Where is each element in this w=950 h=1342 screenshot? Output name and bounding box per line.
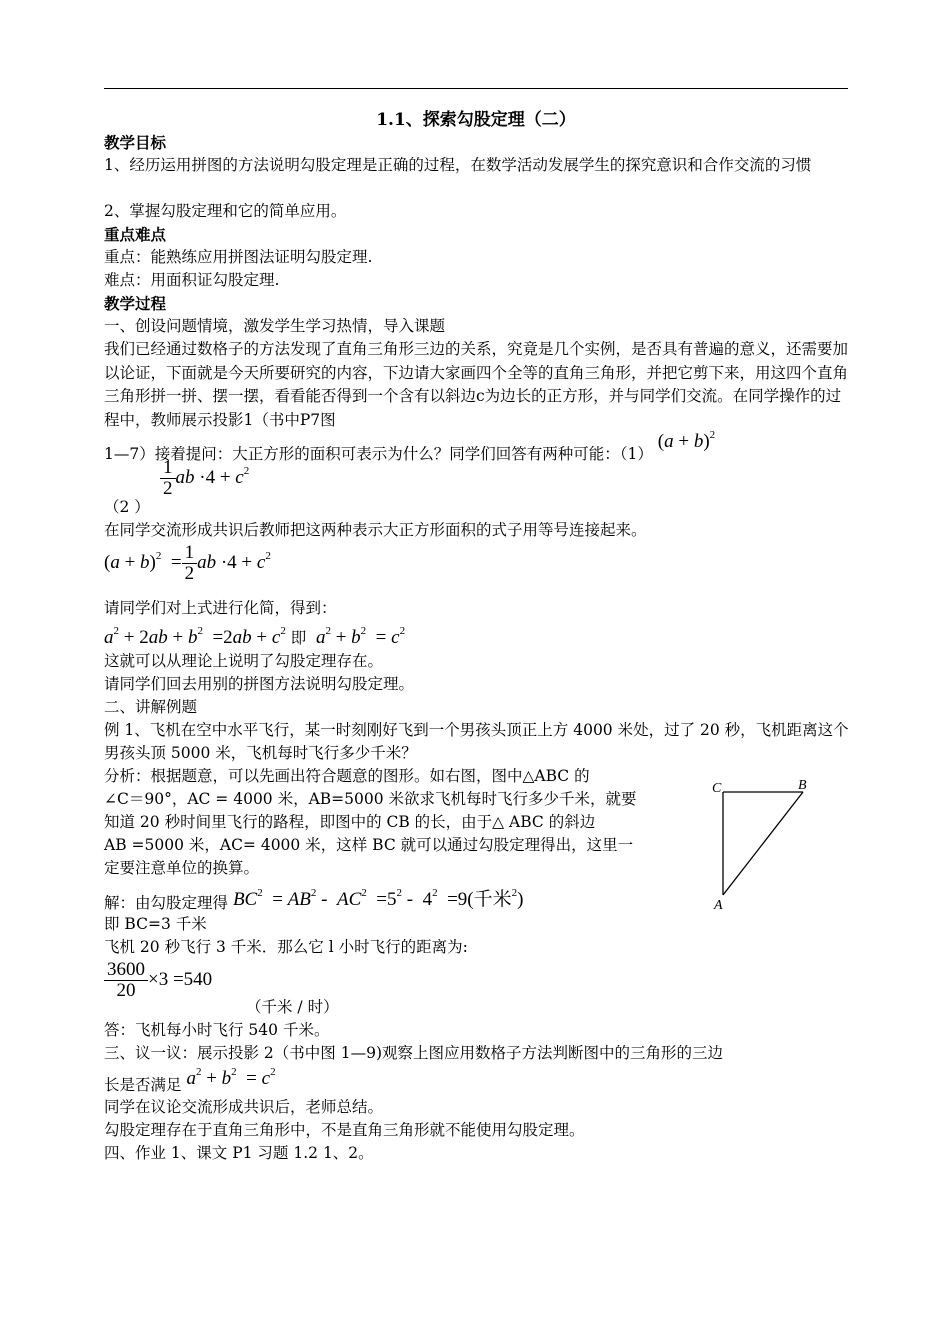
section-1-paragraph: 我们已经通过数格子的方法发现了直角三角形三边的关系，究竟是几个实例，是否具有普遍的意义，还需要加以论证，下面就是今天所要研究的内容，下边请大家画四个全等的直角三角形，并把它剪下来，用这四个直角三角形拼一拼、摆一摆，看看能否得到一个含有以斜边c为边长的正方形，并与同学们交流。在同学操作的过程中，教师展示投影1（书中P7图 bbox=[104, 340, 849, 429]
analysis-line-3: 知道 20 秒时间里飞行的路程，即图中的 CB 的长，由于△ ABC 的斜边 bbox=[104, 813, 596, 831]
speed-equation: $\frac{3600}{20}$ ×3 =540 bbox=[104, 960, 212, 1001]
discuss-line-1: 三、议一议：展示投影 2（书中图 1—9)观察上图应用数格子方法判断图中的三角形的三边 bbox=[104, 1044, 723, 1062]
difficulty-point: 难点：用面积证勾股定理. bbox=[104, 271, 280, 289]
speed-unit: （千米 / 时） bbox=[246, 998, 339, 1016]
analysis-line-5: 定要注意单位的换算。 bbox=[104, 859, 260, 877]
page-title: 1.1、探索勾股定理（二） bbox=[376, 110, 576, 130]
analysis-line-2: ∠C＝90°，AC = 4000 米，AB=5000 米欲求飞机每时飞行多少千米，就要 bbox=[104, 790, 637, 808]
simplified-equation: $a^2 + 2ab + b^2 =2ab + c^2$ 即 $a^2 + b^2 = c^2$ bbox=[104, 625, 406, 648]
vertex-b-label: B bbox=[798, 778, 807, 793]
process-heading: 教学过程 bbox=[104, 294, 167, 313]
ji-label: 即 bbox=[290, 629, 307, 647]
simplify-instruction: 请同学们对上式进行化简，得到： bbox=[104, 599, 337, 617]
section-1-heading: 一、创设问题情境，激发学生学习热情，导入课题 bbox=[104, 317, 446, 335]
consensus-sentence: 同学在议论交流形成共识后，老师总结。 bbox=[104, 1098, 384, 1116]
formula-option-1: $(a + b)^2$ bbox=[657, 429, 716, 452]
bc-result: 即 BC=3 千米 bbox=[104, 915, 207, 933]
examples-heading: 二、讲解例题 bbox=[104, 698, 198, 716]
answer-sentence: 答：飞机每小时飞行 540 千米。 bbox=[104, 1021, 330, 1039]
other-method-sentence: 请同学们回去用别的拼图方法说明勾股定理。 bbox=[104, 675, 415, 693]
key-points-heading: 重点难点 bbox=[104, 225, 167, 244]
key-point: 重点：能熟练应用拼图法证明勾股定理. bbox=[104, 248, 373, 266]
solution-equation: $BC^2 = AB^2 - AC^2 =5^2 - 4^2 =9$(千米$^2$) bbox=[232, 887, 524, 910]
objective-1: 1、经历运用拼图的方法说明勾股定理是正确的过程，在数学活动发展学生的探究意识和合作交流的习惯 bbox=[104, 156, 812, 174]
analysis-line-1: 分析：根据题意，可以先画出符合题意的图形。如右图，图中△ABC 的 bbox=[104, 767, 590, 785]
join-sentence: 在同学交流形成共识后教师把这两种表示大正方形面积的式子用等号连接起来。 bbox=[104, 521, 647, 539]
homework: 四、作业 1、课文 P1 习题 1.2 1、2。 bbox=[104, 1144, 374, 1162]
equation-area: $(a + b)^2$ = $\frac{1}{2}$ ab $\cdot 4 + c^2$ bbox=[104, 542, 271, 584]
discuss-prefix: 长是否满足 bbox=[104, 1076, 182, 1094]
discuss-line-2 bbox=[104, 1067, 850, 1097]
question-text: 1—7）接着提问：大正方形的面积可表示为什么？同学们回答有两种可能：（1） bbox=[104, 445, 653, 463]
analysis-line-4: AB =5000 米，AC= 4000 米，这样 BC 就可以通过勾股定理得出，这里一 bbox=[104, 836, 634, 854]
solution-unit: 千米 bbox=[473, 889, 512, 910]
formula-option-2: $\frac{1}{2}$ ab $\cdot 4 + c^2$ bbox=[160, 458, 249, 499]
side-ab bbox=[723, 792, 803, 895]
vertex-a-label: A bbox=[714, 898, 723, 913]
top-rule bbox=[104, 88, 848, 89]
theory-sentence: 这就可以从理论上说明了勾股定理存在。 bbox=[104, 652, 384, 670]
vertex-c-label: C bbox=[712, 781, 722, 796]
option-2-label: （2 ） bbox=[104, 498, 150, 516]
pythagorean-equation: $a^2 + b^2 = c^2$ bbox=[186, 1066, 276, 1089]
objectives-heading: 教学目标 bbox=[104, 133, 167, 152]
solution-prefix: 解：由勾股定理得 bbox=[104, 894, 229, 912]
flight-sentence: 飞机 20 秒飞行 3 千米．那么它 l 小时飞行的距离为: bbox=[104, 938, 468, 956]
conclusion-sentence: 勾股定理存在于直角三角形中，不是直角三角形就不能使用勾股定理。 bbox=[104, 1121, 585, 1139]
solution-line bbox=[104, 885, 850, 915]
example-1: 例 1、飞机在空中水平飞行，某一时刻刚好飞到一个男孩头顶正上方 4000 米处，过了 20 秒，飞机距离这个男孩头顶 5000 米，飞机每时飞行多少千米？ bbox=[104, 721, 849, 762]
objective-2: 2、掌握勾股定理和它的简单应用。 bbox=[104, 202, 347, 220]
